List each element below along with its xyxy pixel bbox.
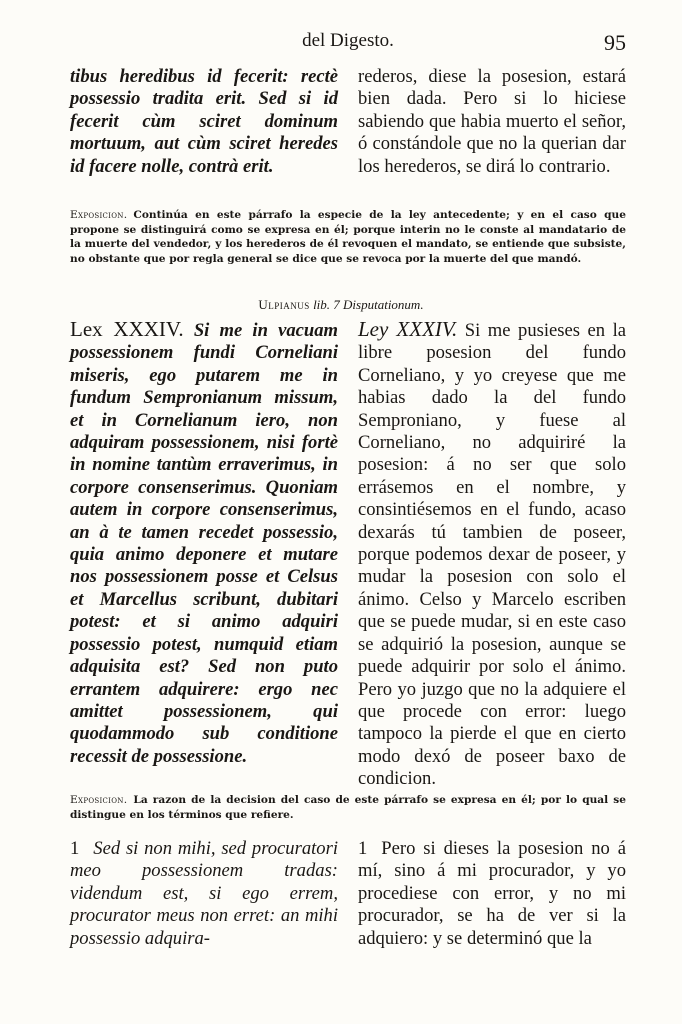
page-number: 95 xyxy=(604,30,626,55)
spanish-ley xyxy=(358,318,626,791)
ley-heading: Ley XXXIV. xyxy=(358,317,458,341)
exposicion-label: Exposicion. xyxy=(70,209,128,221)
paragraph-number: 1 xyxy=(70,838,80,859)
paragraph-1-columns xyxy=(70,838,626,950)
latin-continuation: tibus heredibus id fecerit: rectè possessio tradita erit. Sed si id fecerit cùm sciret dominum mortuum, aut cùm sciret heredes id facere nolle, contrà erit. xyxy=(70,66,338,177)
exposicion-text: La razon de la decision del caso de este párrafo se expresa en él; por lo qual se distingue en los términos que refiere. xyxy=(70,794,626,821)
exposicion-text: Continúa en este párrafo la especie de la ley antecedente; y en el caso que propone se distinguirá como se expresa en él; porque interin no le conste al mandatario de la muerte del vendedor, y los herederos de él revoquen el mandato, se entiende que subsiste, no obstante que por regla general se dice que se revoca por la muerte del que mandó. xyxy=(70,209,626,265)
running-header xyxy=(70,30,626,60)
spanish-continuation: rederos, diese la posesion, estará bien dada. Pero si lo hiciese sabiendo que habia muerto el señor, ó constándole que no la querian dar los herederos, se dirá lo contrario. xyxy=(358,66,626,177)
top-columns xyxy=(70,66,626,178)
latin-paragraph-1 xyxy=(70,838,338,950)
running-title: del Digesto. xyxy=(302,30,394,51)
source-author: Ulpianus xyxy=(258,297,310,312)
spanish-paragraph-1 xyxy=(358,838,626,950)
spanish-paragraph-1-text: Pero si dieses la posesion no á mí, sino á mi procurador, y yo procediese con error, y no mi procurador, se ha de ver si la adquiero: y se determinó que la xyxy=(358,838,626,949)
latin-lex xyxy=(70,318,338,791)
spanish-ley-text: Si me pusieses en la libre posesion del fundo Corneliano, y yo creyese que me habias dado la del fundo Semproniano, y fuese al Corneliano, no adquiriré la posesion: á no ser que solo errásemos en el nombre, y consintiésemos en el fundo, acaso dexarás tú tambien de poseer, porque podemos dexar de poseer, y mudar la posesion con solo el ánimo. Celso y Marcelo escriben que se puede mudar, si en este caso se adquirió la posesion, aunque se puede adquirir por solo el ánimo. Pero yo juzgo que no la adquiere el que procede con error: luego tampoco la pierde el que en cierto modo dexó de poseer baxo de condicion. xyxy=(358,320,626,790)
lex-columns xyxy=(70,318,626,791)
source-citation xyxy=(0,297,682,313)
exposicion-note-2 xyxy=(70,793,626,822)
latin-lex-text: Si me in vacuam possessionem fundi Corneliani miseris, ego putarem me in fundum Sempronianum missum, et in Cornelianum iero, non adquiram possessionem, nisi fortè in nomine tantùm erraverimus, in corpore consenserimus. Quoniam autem in corpore consenserimus, an à te tamen recedet possessio, quia animo deponere et mutare nos possessionem posse et Celsus et Marcellus scribunt, dubitari potest: et si animo adquiri possessio potest, numquid etiam adquisita est? Sed non puto errantem adquirere: ergo nec amittet possessionem, qui quodammodo sub conditione recessit de possessione. xyxy=(70,320,338,767)
latin-paragraph-1-text: Sed si non mihi, sed procuratori meo possessionem tradas: videndum est, si ego errem, procurator meus non erret: an mihi possessio adquira- xyxy=(70,838,338,949)
exposicion-label: Exposicion. xyxy=(70,794,128,806)
source-work: lib. 7 Disputationum. xyxy=(313,297,424,312)
lex-heading: Lex XXXIV. xyxy=(70,317,184,341)
exposicion-note-1 xyxy=(70,208,626,266)
paragraph-number: 1 xyxy=(358,838,368,859)
